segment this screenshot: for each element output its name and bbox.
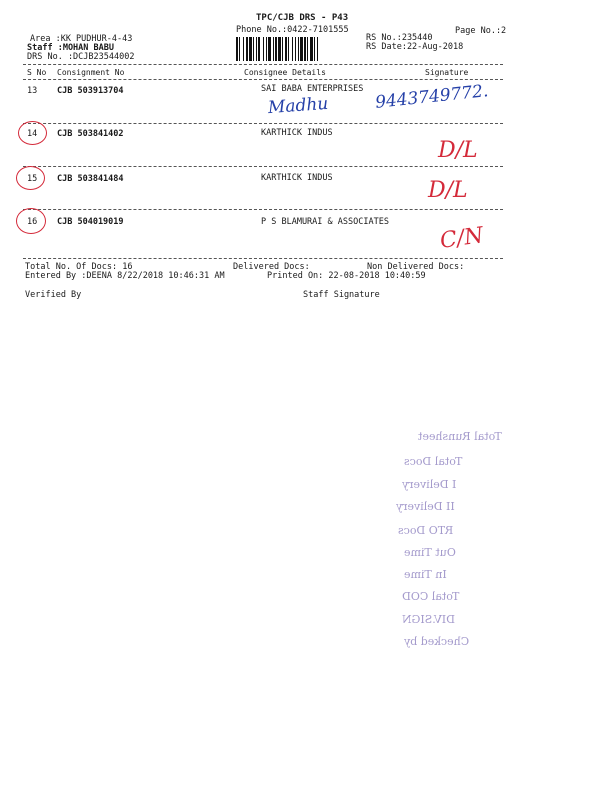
barcode-bar <box>268 37 271 61</box>
stamp-line: Checked by <box>404 635 470 648</box>
divider <box>23 209 503 210</box>
row-sno: 14 <box>27 129 38 139</box>
verified-by: Verified By <box>25 290 82 300</box>
handwritten-signature: Madhu <box>267 93 329 119</box>
col-sno: S No <box>27 68 47 77</box>
staff-signature: Staff Signature <box>303 290 380 300</box>
stamp-line: Total COD <box>402 590 460 603</box>
row-consignment: CJB 503913704 <box>57 86 124 96</box>
row-consignee: P S BLAMURAI & ASSOCIATES <box>261 217 389 227</box>
barcode-bar <box>304 37 306 61</box>
barcode-bar <box>282 37 283 61</box>
barcode-bar <box>253 37 254 61</box>
stamp-line: I Delivery <box>402 478 457 491</box>
stamp-line: In Time <box>404 568 447 581</box>
divider <box>23 166 503 167</box>
drs-number: DRS No. :DCJB23544002 <box>27 52 135 62</box>
barcode-bar <box>275 37 277 61</box>
rs-date: RS Date:22-Aug-2018 <box>366 42 464 52</box>
barcode-bar <box>236 37 238 61</box>
row-consignment: CJB 503841402 <box>57 129 124 139</box>
barcode-bar <box>310 37 313 61</box>
row-consignment: CJB 503841484 <box>57 174 124 184</box>
divider <box>23 123 503 124</box>
barcode-bar <box>314 37 315 61</box>
barcode-bar <box>288 37 289 61</box>
row-sno: 16 <box>27 217 38 227</box>
row-sno: 13 <box>27 86 38 96</box>
doc-title: TPC/CJB DRS - P43 <box>256 13 349 23</box>
handwritten-dl: D/L <box>428 178 468 203</box>
col-consignee: Consignee Details <box>244 68 326 77</box>
barcode-bar <box>243 37 244 61</box>
staff-label: Staff :MOHAN BABU <box>27 43 114 53</box>
stamp-line: Total Docs <box>404 455 463 468</box>
barcode-bar <box>258 37 260 61</box>
barcode-bar <box>263 37 264 61</box>
barcode-bar <box>239 37 240 61</box>
row-consignee: SAI BABA ENTERPRISES <box>261 84 364 94</box>
barcode <box>236 37 360 61</box>
barcode-bar <box>295 37 296 61</box>
row-consignee: KARTHICK INDUS <box>261 128 333 138</box>
barcode-bar <box>317 37 318 61</box>
page-number: Page No.:2 <box>455 26 507 36</box>
stamp-line: II Delivery <box>396 500 455 513</box>
stamp-line: Out Time <box>404 546 456 559</box>
area-label: Area :KK PUDHUR-4-43 <box>30 34 133 44</box>
non-delivered-docs: Non Delivered Docs: <box>367 262 465 272</box>
barcode-bar <box>266 37 267 61</box>
barcode-bar <box>249 37 252 61</box>
entered-by: Entered By :DEENA 8/22/2018 10:46:31 AM <box>25 271 225 281</box>
barcode-bar <box>256 37 257 61</box>
barcode-bar <box>285 37 287 61</box>
col-consignment: Consignment No <box>57 68 125 77</box>
barcode-bar <box>292 37 293 61</box>
handwritten-phone: 9443749772. <box>374 81 490 113</box>
phone-number: Phone No.:0422-7101555 <box>236 25 349 35</box>
barcode-bar <box>300 37 303 61</box>
delivered-docs: Delivered Docs: <box>233 262 310 272</box>
row-consignment: CJB 504019019 <box>57 217 124 227</box>
stamp-line: DIV.SIGN <box>402 613 455 626</box>
barcode-bar <box>298 37 299 61</box>
barcode-bar <box>246 37 248 61</box>
row-sno: 15 <box>27 174 38 184</box>
divider <box>23 79 503 80</box>
barcode-bar <box>273 37 274 61</box>
barcode-bar <box>278 37 281 61</box>
divider <box>23 258 503 259</box>
handwritten-cn: C/N <box>438 223 486 254</box>
stamp-line: Total Runsheet <box>418 430 502 443</box>
total-docs: Total No. Of Docs: 16 <box>25 262 133 272</box>
col-signature: Signature <box>425 68 469 77</box>
row-consignee: KARTHICK INDUS <box>261 173 333 183</box>
barcode-bar <box>307 37 308 61</box>
rs-number: RS No.:235440 <box>366 33 433 43</box>
divider <box>23 64 503 65</box>
stamp-line: RTO Docs <box>398 524 454 537</box>
printed-on: Printed On: 22-08-2018 10:40:59 <box>267 271 426 281</box>
handwritten-dl: D/L <box>438 138 478 163</box>
